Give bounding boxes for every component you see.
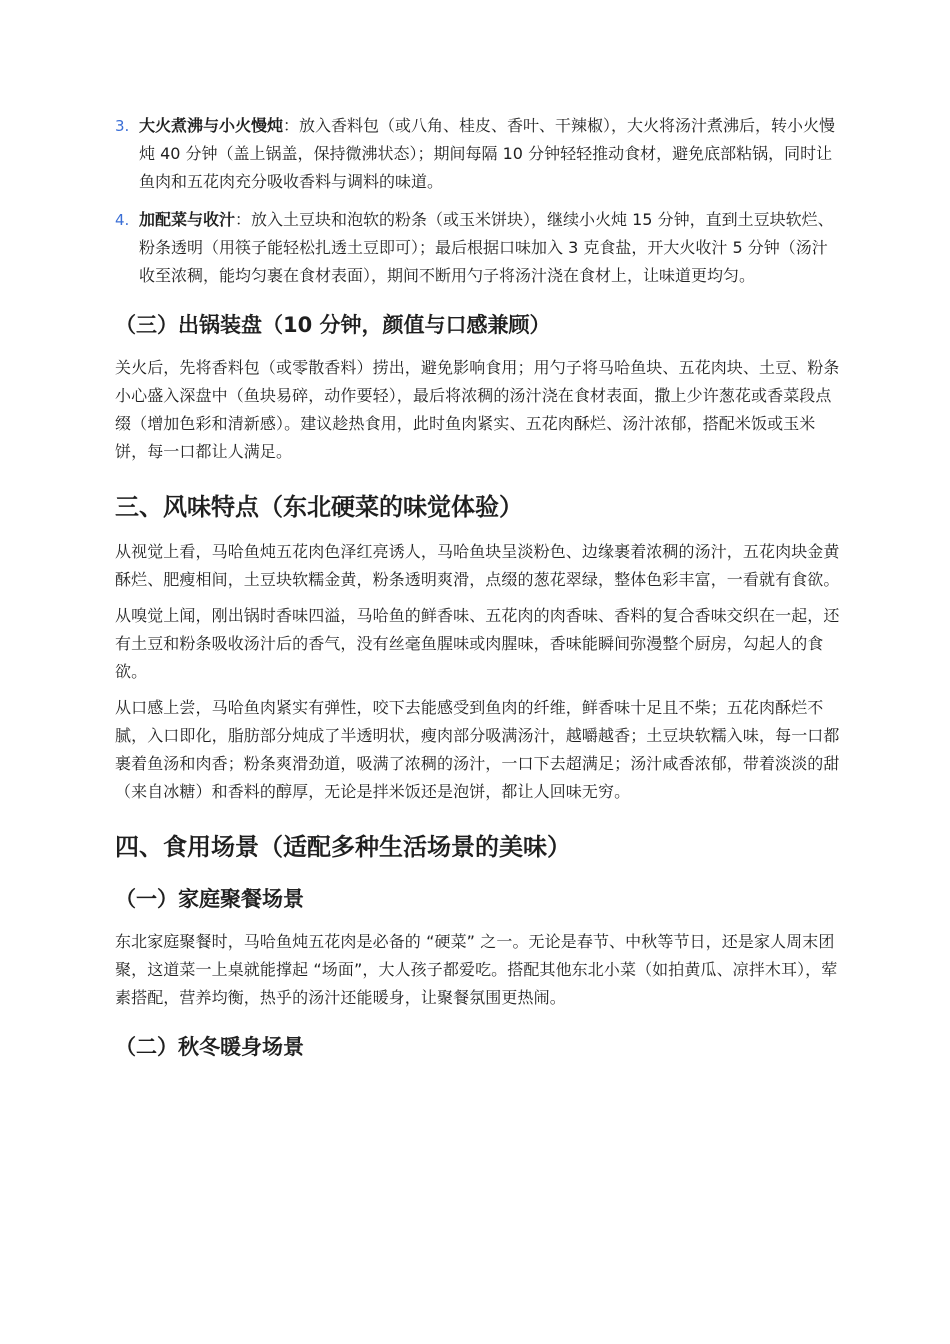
list-number: 4.	[115, 211, 130, 229]
step-text: 放入香料包（或八角、桂皮、香叶、干辣椒），大火将汤汁煮沸后，转小火慢炖 40 分钟（盖上锅盖，保持微沸状态）；期间每隔 10 分钟轻轻推动食材，避免底部粘锅，同时让鱼肉和五花肉充分吸收香料与调料的味道。	[139, 116, 836, 191]
subheading-plating: （三）出锅装盘（10 分钟，颜值与口感兼顾）	[115, 313, 551, 337]
paragraph: 关火后，先将香料包（或零散香料）捞出，避免影响食用；用勺子将马哈鱼块、五花肉块、土豆、粉条小心盛入深盘中（鱼块易碎，动作要轻），最后将浓稠的汤汁浇在食材表面，撒上少许葱花或香菜段点缀（增加色彩和清新感）。建议趁热食用，此时鱼肉紧实、五花肉酥烂、汤汁浓郁，搭配米饭或玉米饼，每一口都让人满足。	[115, 358, 840, 461]
steps-list	[115, 112, 840, 290]
step-separator: ：	[235, 210, 252, 229]
list-number: 3.	[115, 117, 130, 135]
step-separator: ：	[283, 116, 300, 135]
paragraph: 从视觉上看，马哈鱼炖五花肉色泽红亮诱人，马哈鱼块呈淡粉色、边缘裹着浓稠的汤汁，五花肉块金黄酥烂、肥瘦相间，土豆块软糯金黄，粉条透明爽滑，点缀的葱花翠绿，整体色彩丰富，一看就有食欲。	[115, 542, 840, 589]
list-item	[115, 112, 840, 196]
list-item	[115, 206, 840, 290]
paragraph: 从嗅觉上闻，刚出锅时香味四溢，马哈鱼的鲜香味、五花肉的肉香味、香料的复合香味交织在一起，还有土豆和粉条吸收汤汁后的香气，没有丝毫鱼腥味或肉腥味，香味能瞬间弥漫整个厨房，勾起人的食欲。	[115, 606, 840, 681]
section-heading-flavor: 三、风味特点（东北硬菜的味觉体验）	[115, 493, 523, 521]
subheading-family: （一）家庭聚餐场景	[115, 887, 304, 911]
step-text: 放入土豆块和泡软的粉条（或玉米饼块），继续小火炖 15 分钟，直到土豆块软烂、粉条透明（用筷子能轻松扎透土豆即可）；最后根据口味加入 3 克食盐，开大火收汁 5 分钟（汤汁收至浓稠，能均匀裹在食材表面），期间不断用勺子将汤汁浇在食材上，让味道更均匀。	[139, 210, 834, 285]
paragraph: 从口感上尝，马哈鱼肉紧实有弹性，咬下去能感受到鱼肉的纤维，鲜香味十足且不柴；五花肉酥烂不腻，入口即化，脂肪部分炖成了半透明状，瘦肉部分吸满汤汁，越嚼越香；土豆块软糯入味，每一口都裹着鱼汤和肉香；粉条爽滑劲道，吸满了浓稠的汤汁，一口下去超满足；汤汁咸香浓郁，带着淡淡的甜（来自冰糖）和香料的醇厚，无论是拌米饭还是泡饼，都让人回味无穷。	[115, 698, 840, 801]
step-title: 大火煮沸与小火慢炖	[139, 116, 284, 135]
subheading-winter: （二）秋冬暖身场景	[115, 1035, 304, 1059]
paragraph: 东北家庭聚餐时，马哈鱼炖五花肉是必备的 “硬菜” 之一。无论是春节、中秋等节日，还是家人周末团聚，这道菜一上桌就能撑起 “场面”，大人孩子都爱吃。搭配其他东北小菜（如拍黄瓜、凉拌木耳），荤素搭配，营养均衡，热乎的汤汁还能暖身，让聚餐氛围更热闹。	[115, 932, 838, 1007]
step-title: 加配菜与收汁	[139, 210, 236, 229]
document-page	[115, 112, 840, 1076]
section-heading-scenes: 四、食用场景（适配多种生活场景的美味）	[115, 833, 571, 861]
